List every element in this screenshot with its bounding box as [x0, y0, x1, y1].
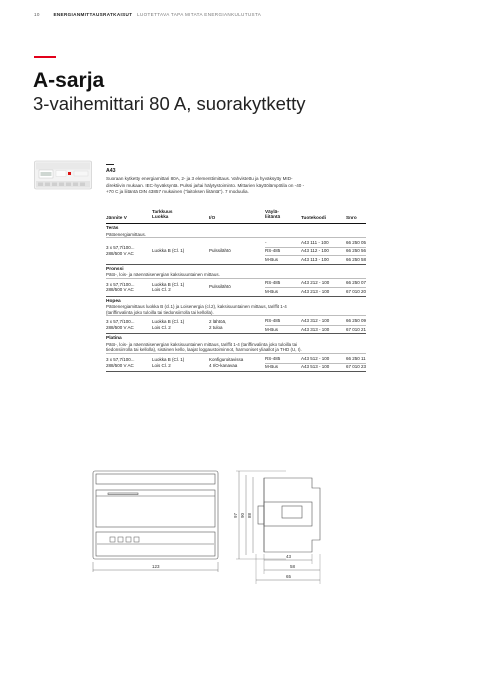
product-group: [106, 353, 366, 372]
io-line: Konfiguroitavissa: [209, 356, 244, 362]
cell-nr: 66 250 11: [346, 355, 366, 361]
voltage-line: 3 x 57,7/100...: [106, 245, 135, 251]
io-line: Pulssilähtö: [209, 248, 231, 254]
section-title: ENERGIANMITTAUSRATKAISUT: [53, 12, 133, 17]
cell-code: A43 213 - 100: [301, 288, 330, 294]
col-number: Snro: [346, 214, 357, 220]
table-body: [106, 226, 366, 372]
group-voltage: [106, 319, 135, 330]
page-number: 10: [34, 12, 40, 17]
group-io: [209, 319, 226, 330]
col-io: I/O: [209, 214, 216, 220]
group-io: [209, 357, 243, 368]
product-image: [34, 160, 92, 190]
product-table: [106, 206, 366, 372]
dim-65: 65: [286, 574, 292, 579]
group-accuracy: [152, 357, 184, 368]
dim-height: 97: [233, 512, 238, 518]
cell-nr: 66 250 05: [346, 239, 367, 245]
io-line: 4 I/O-kanavaa: [209, 362, 238, 368]
accuracy-line: Lois Cl. 2: [152, 287, 171, 293]
voltage-line: 288/500 V AC: [106, 287, 134, 293]
cell-comm: RS-485: [265, 280, 281, 286]
group-io: [209, 284, 231, 290]
voltage-line: 3 x 57,7/100...: [106, 319, 135, 325]
section-description: Pätö-, lois- ja näennäisenergian kaksisuuntainen mittaus.: [106, 272, 220, 278]
cell-comm: M-Bus: [265, 256, 279, 262]
product-group: [106, 278, 366, 297]
section-description: (tariffinvalinta joko tuloilla tai tiedonsiirrolla tai kellolla).: [106, 309, 214, 315]
cell-code: A43 313 - 100: [301, 326, 330, 332]
dim-88: 88: [247, 512, 252, 518]
io-line: 2 lähtöä,: [209, 319, 227, 325]
cell-code: A43 112 - 100: [301, 248, 329, 254]
section-description: Pätö-, lois- ja näennäisenergian kaksisuuntainen mittaus, tariffit 1-4 (tariffinvalinta joko tuloilla tai: [106, 341, 298, 347]
group-io: [209, 248, 231, 254]
table-row: [265, 287, 366, 296]
group-voltage: [106, 282, 135, 293]
cell-nr: 66 250 56: [346, 248, 367, 254]
cell-comm: RS-485: [265, 248, 281, 254]
accuracy-line: Lois Cl. 2: [152, 324, 171, 330]
io-line: Pulssilähtö: [209, 284, 231, 290]
table-row: [265, 363, 366, 372]
cell-nr: 67 010 23: [346, 364, 367, 370]
cell-comm: RS-485: [265, 318, 281, 324]
accuracy-line: Lois Cl. 2: [152, 362, 171, 368]
cell-code: A43 111 - 100: [301, 239, 329, 245]
table-row: [265, 325, 366, 334]
cell-code: A43 212 - 100: [301, 280, 330, 286]
dim-front-width: 123: [152, 564, 160, 569]
cell-code: A43 113 - 100: [301, 256, 329, 262]
col-comm: Väylä- liitäntä: [265, 208, 281, 220]
product-group: [106, 315, 366, 334]
cell-comm: -: [265, 239, 267, 245]
accuracy-line: Luokka B (Cl. 1): [152, 281, 185, 287]
accent-bar: [34, 56, 56, 58]
cell-nr: 67 010 20: [346, 288, 367, 294]
cell-comm: RS-485: [265, 355, 281, 361]
voltage-line: 288/500 V AC: [106, 324, 134, 330]
product-description: [106, 164, 364, 195]
cell-comm: M-Bus: [265, 364, 279, 370]
dim-90: 90: [240, 512, 245, 518]
section-subtitle: LUOTETTAVA TAPA MITATA ENERGIANKULUTUSTA: [137, 12, 262, 17]
dimension-drawing: [86, 466, 386, 596]
table-header: [106, 206, 366, 224]
cell-comm: M-Bus: [265, 288, 279, 294]
col-accuracy: Tarkkuus Luokka: [152, 208, 173, 220]
description-line: direktiivin mukaan. IEC-hyväksyntä. Pulssi ja/tai hälytystoiminto. Mittarien käyttölämpötila on -40 -: [106, 182, 305, 188]
cell-nr: 66 250 07: [346, 280, 367, 286]
product-group: [106, 237, 366, 265]
group-accuracy: [152, 319, 184, 330]
col-voltage: Jännite V: [106, 214, 127, 220]
dim-58: 58: [290, 564, 296, 569]
section-name: Teräs: [106, 226, 119, 231]
description-line: Suoraan kytketty energiamittari 80A, 2- ja 3 elementtimittaus. Vahvistettu ja hyväksytty MID-: [106, 176, 293, 182]
accuracy-line: Luokka B (Cl. 1): [152, 356, 185, 362]
section-name: Hopea: [106, 298, 121, 304]
accuracy-line: Luokka B (Cl. 1): [152, 248, 185, 254]
table-row: [265, 255, 366, 264]
section-description: tiedonsiirrolla tai kellolla), sisäinen kello, laajat loggaustoiminnot, harmoniset yliaallot ja THD (U, I).: [106, 347, 302, 353]
section-name: Pronssi: [106, 266, 124, 272]
voltage-line: 288/500 V AC: [106, 250, 134, 256]
page-title: A-sarja: [33, 69, 105, 92]
accuracy-line: Luokka B (Cl. 1): [152, 319, 185, 325]
cell-comm: M-Bus: [265, 326, 279, 332]
col-product-code: Tuotekoodi: [301, 214, 326, 220]
group-voltage: [106, 357, 135, 368]
cell-nr: 66 250 09: [346, 318, 367, 324]
product-code: A43: [106, 168, 116, 175]
voltage-line: 288/500 V AC: [106, 362, 134, 368]
group-accuracy: [152, 248, 184, 254]
section-description: Pätöenergiamittaus luokka B (cl.1) ja Loisenergia (cl.2), kaksisuuntainen mittaus, tariffit 1-4: [106, 304, 287, 310]
page-header: [34, 12, 261, 17]
section-name: Platina: [106, 336, 122, 342]
voltage-line: 3 x 57,7/100...: [106, 356, 135, 362]
io-line: 2 tuloa: [209, 324, 223, 330]
page-subtitle: 3-vaihemittari 80 A, suorakytketty: [33, 93, 306, 114]
section-description: Pätöenergiamittaus.: [106, 231, 147, 237]
voltage-line: 3 x 57,7/100...: [106, 281, 135, 287]
group-voltage: [106, 245, 135, 256]
cell-code: A43 512 - 100: [301, 355, 330, 361]
group-accuracy: [152, 282, 184, 293]
description-line: +70 C ja liitäntä DIN 43857 mukainen ("laitoksen liitäntä"). 7 moduulia.: [106, 189, 249, 194]
cell-code: A43 513 - 100: [301, 364, 330, 370]
cell-code: A43 312 - 100: [301, 318, 330, 324]
cell-nr: 66 250 58: [346, 256, 367, 262]
dim-43: 43: [286, 554, 292, 559]
cell-nr: 67 010 21: [346, 326, 367, 332]
